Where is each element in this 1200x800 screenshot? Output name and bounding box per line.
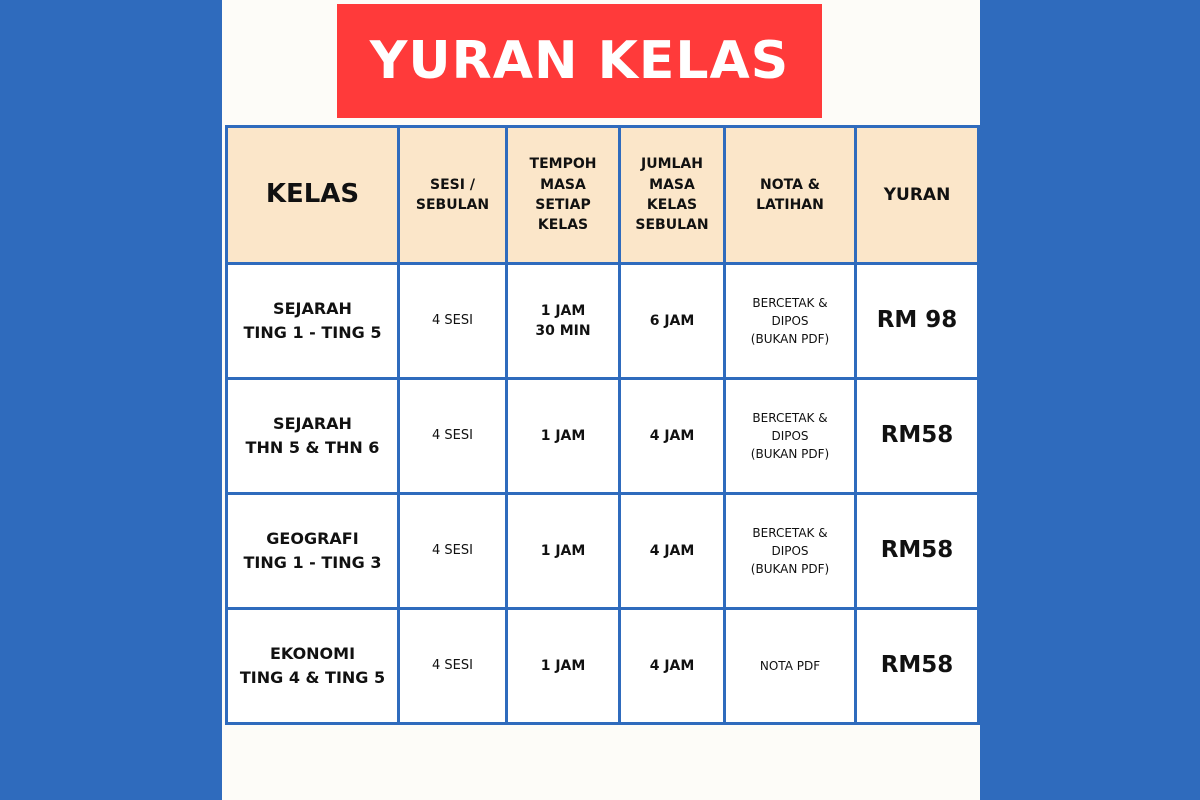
header-nota: NOTA & LATIHAN <box>725 127 856 264</box>
cell-yuran: RM58 <box>856 379 979 494</box>
header-tempoh: TEMPOH MASA SETIAP KELAS <box>507 127 620 264</box>
cell-tempoh: 1 JAM 30 MIN <box>507 264 620 379</box>
header-jumlah: JUMLAH MASA KELAS SEBULAN <box>620 127 725 264</box>
cell-kelas: SEJARAH TING 1 - TING 5 <box>227 264 399 379</box>
cell-yuran: RM58 <box>856 494 979 609</box>
cell-yuran: RM58 <box>856 609 979 724</box>
table-row <box>227 494 979 609</box>
cell-tempoh: 1 JAM <box>507 609 620 724</box>
cell-jumlah: 4 JAM <box>620 609 725 724</box>
cell-sesi: 4 SESI <box>399 379 507 494</box>
title-banner <box>337 4 822 118</box>
cell-jumlah: 4 JAM <box>620 379 725 494</box>
cell-kelas: GEOGRAFI TING 1 - TING 3 <box>227 494 399 609</box>
table-row <box>227 264 979 379</box>
table-row <box>227 379 979 494</box>
header-sesi: SESI / SEBULAN <box>399 127 507 264</box>
page-title: YURAN KELAS <box>369 31 790 91</box>
cell-nota: BERCETAK & DIPOS (BUKAN PDF) <box>725 264 856 379</box>
cell-kelas: EKONOMI TING 4 & TING 5 <box>227 609 399 724</box>
cell-sesi: 4 SESI <box>399 264 507 379</box>
header-row <box>227 127 979 264</box>
cell-sesi: 4 SESI <box>399 494 507 609</box>
cell-nota: BERCETAK & DIPOS (BUKAN PDF) <box>725 494 856 609</box>
cell-nota: BERCETAK & DIPOS (BUKAN PDF) <box>725 379 856 494</box>
cell-sesi: 4 SESI <box>399 609 507 724</box>
cell-nota: NOTA PDF <box>725 609 856 724</box>
header-yuran: YURAN <box>856 127 979 264</box>
cell-jumlah: 4 JAM <box>620 494 725 609</box>
cell-jumlah: 6 JAM <box>620 264 725 379</box>
cell-tempoh: 1 JAM <box>507 379 620 494</box>
cell-yuran: RM 98 <box>856 264 979 379</box>
cell-kelas: SEJARAH THN 5 & THN 6 <box>227 379 399 494</box>
table-row <box>227 609 979 724</box>
header-kelas: KELAS <box>227 127 399 264</box>
cell-tempoh: 1 JAM <box>507 494 620 609</box>
fee-table <box>225 125 980 725</box>
